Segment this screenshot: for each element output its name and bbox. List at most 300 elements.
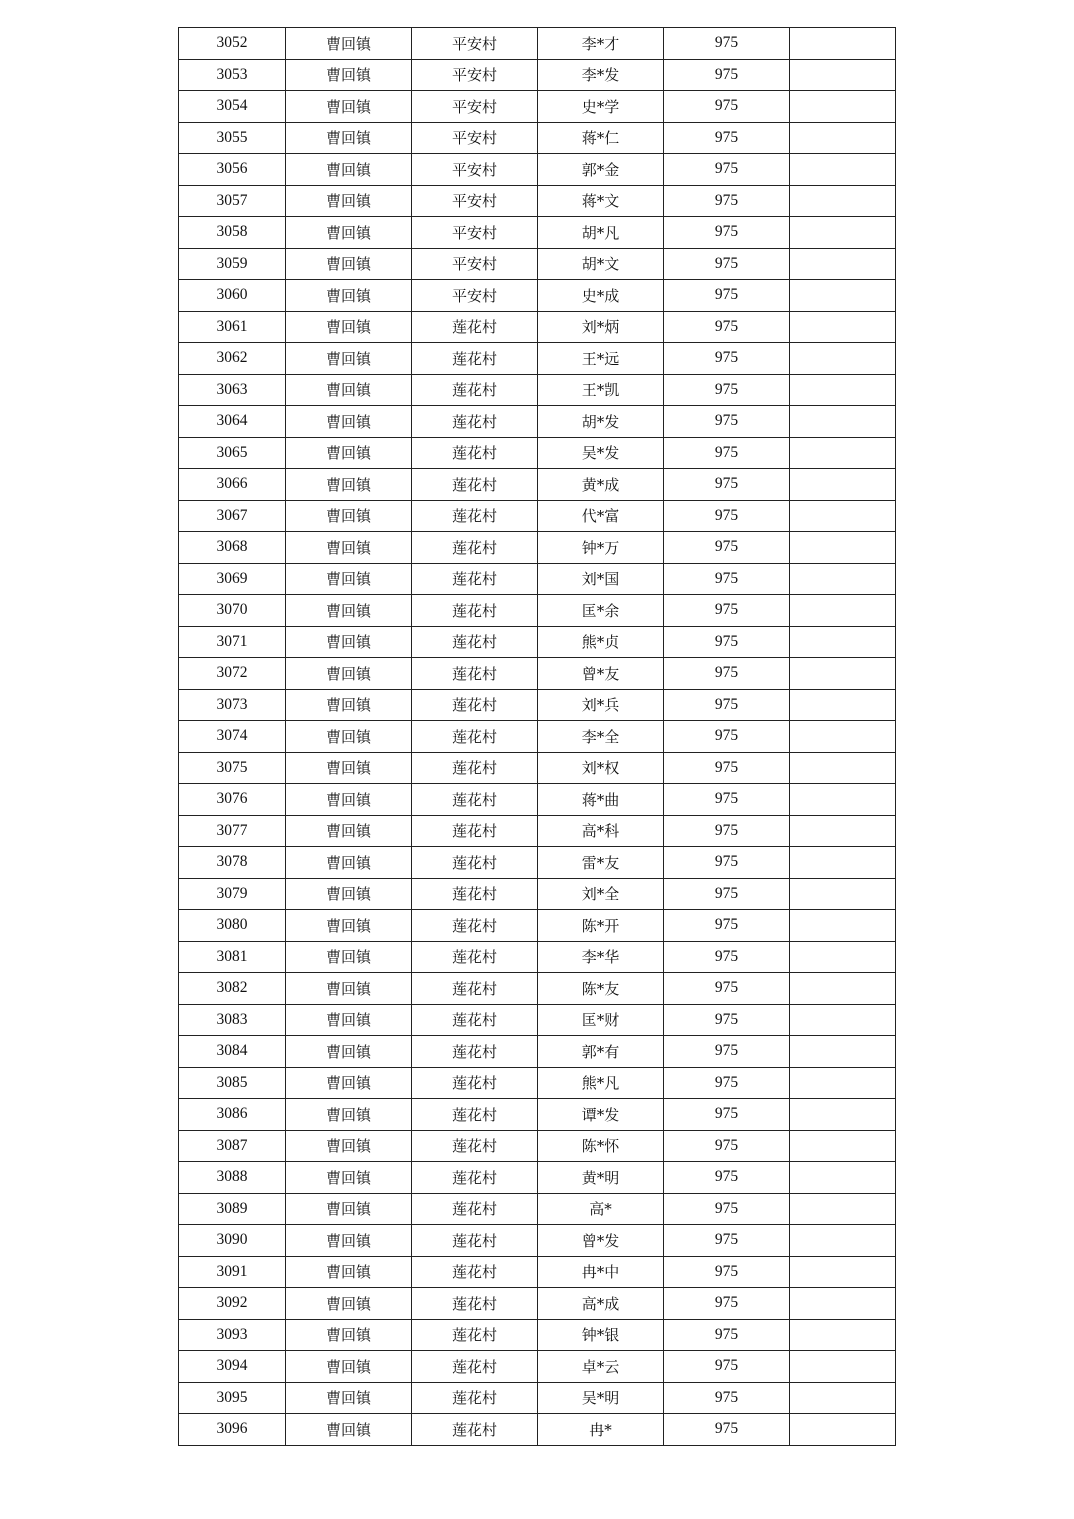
cell-serial-number: 3065 bbox=[179, 437, 286, 469]
cell-town: 曹回镇 bbox=[286, 1067, 412, 1099]
cell-town: 曹回镇 bbox=[286, 941, 412, 973]
cell-person-name: 雷*友 bbox=[538, 847, 664, 879]
cell-person-name: 陈*友 bbox=[538, 973, 664, 1005]
cell-village: 莲花村 bbox=[412, 1130, 538, 1162]
table-row bbox=[179, 374, 896, 406]
table-row bbox=[179, 154, 896, 186]
table-row bbox=[179, 1319, 896, 1351]
cell-village: 莲花村 bbox=[412, 595, 538, 627]
cell-amount: 975 bbox=[664, 941, 790, 973]
cell-town: 曹回镇 bbox=[286, 1256, 412, 1288]
cell-village: 莲花村 bbox=[412, 1256, 538, 1288]
table-row bbox=[179, 1130, 896, 1162]
table-row bbox=[179, 1256, 896, 1288]
cell-amount: 975 bbox=[664, 563, 790, 595]
cell-serial-number: 3071 bbox=[179, 626, 286, 658]
cell-village: 莲花村 bbox=[412, 563, 538, 595]
cell-village: 莲花村 bbox=[412, 1351, 538, 1383]
cell-town: 曹回镇 bbox=[286, 689, 412, 721]
table-row bbox=[179, 280, 896, 312]
cell-village: 莲花村 bbox=[412, 658, 538, 690]
cell-town: 曹回镇 bbox=[286, 1225, 412, 1257]
table-row bbox=[179, 217, 896, 249]
cell-town: 曹回镇 bbox=[286, 343, 412, 375]
cell-person-name: 冉* bbox=[538, 1414, 664, 1446]
cell-amount: 975 bbox=[664, 437, 790, 469]
cell-town: 曹回镇 bbox=[286, 91, 412, 123]
table-row bbox=[179, 122, 896, 154]
cell-town: 曹回镇 bbox=[286, 500, 412, 532]
cell-amount: 975 bbox=[664, 752, 790, 784]
cell-town: 曹回镇 bbox=[286, 154, 412, 186]
cell-village: 莲花村 bbox=[412, 815, 538, 847]
cell-village: 平安村 bbox=[412, 248, 538, 280]
cell-amount: 975 bbox=[664, 185, 790, 217]
cell-town: 曹回镇 bbox=[286, 406, 412, 438]
cell-person-name: 匡*余 bbox=[538, 595, 664, 627]
cell-amount: 975 bbox=[664, 248, 790, 280]
cell-note bbox=[790, 1288, 896, 1320]
cell-village: 莲花村 bbox=[412, 1225, 538, 1257]
cell-amount: 975 bbox=[664, 280, 790, 312]
cell-note bbox=[790, 689, 896, 721]
cell-town: 曹回镇 bbox=[286, 847, 412, 879]
cell-person-name: 谭*发 bbox=[538, 1099, 664, 1131]
cell-note bbox=[790, 532, 896, 564]
cell-amount: 975 bbox=[664, 815, 790, 847]
cell-person-name: 刘*权 bbox=[538, 752, 664, 784]
cell-village: 莲花村 bbox=[412, 1162, 538, 1194]
cell-town: 曹回镇 bbox=[286, 469, 412, 501]
cell-person-name: 黄*成 bbox=[538, 469, 664, 501]
cell-note bbox=[790, 1193, 896, 1225]
cell-village: 莲花村 bbox=[412, 941, 538, 973]
table-body bbox=[179, 28, 896, 1446]
cell-village: 莲花村 bbox=[412, 469, 538, 501]
cell-serial-number: 3087 bbox=[179, 1130, 286, 1162]
table-row bbox=[179, 532, 896, 564]
cell-town: 曹回镇 bbox=[286, 248, 412, 280]
cell-serial-number: 3068 bbox=[179, 532, 286, 564]
cell-village: 平安村 bbox=[412, 91, 538, 123]
cell-village: 平安村 bbox=[412, 59, 538, 91]
cell-town: 曹回镇 bbox=[286, 59, 412, 91]
cell-serial-number: 3058 bbox=[179, 217, 286, 249]
cell-person-name: 匡*财 bbox=[538, 1004, 664, 1036]
cell-person-name: 吴*明 bbox=[538, 1382, 664, 1414]
cell-note bbox=[790, 847, 896, 879]
cell-person-name: 史*学 bbox=[538, 91, 664, 123]
cell-person-name: 曾*发 bbox=[538, 1225, 664, 1257]
cell-serial-number: 3083 bbox=[179, 1004, 286, 1036]
cell-person-name: 蒋*仁 bbox=[538, 122, 664, 154]
table-row bbox=[179, 1004, 896, 1036]
cell-note bbox=[790, 752, 896, 784]
cell-amount: 975 bbox=[664, 500, 790, 532]
cell-serial-number: 3080 bbox=[179, 910, 286, 942]
cell-amount: 975 bbox=[664, 1382, 790, 1414]
cell-village: 莲花村 bbox=[412, 1382, 538, 1414]
cell-village: 莲花村 bbox=[412, 910, 538, 942]
cell-note bbox=[790, 500, 896, 532]
cell-person-name: 熊*凡 bbox=[538, 1067, 664, 1099]
cell-town: 曹回镇 bbox=[286, 1319, 412, 1351]
cell-amount: 975 bbox=[664, 469, 790, 501]
cell-amount: 975 bbox=[664, 1225, 790, 1257]
table-row bbox=[179, 91, 896, 123]
cell-note bbox=[790, 469, 896, 501]
cell-village: 莲花村 bbox=[412, 311, 538, 343]
cell-person-name: 蒋*曲 bbox=[538, 784, 664, 816]
cell-village: 平安村 bbox=[412, 185, 538, 217]
subsidy-roster-table bbox=[178, 27, 896, 1446]
cell-amount: 975 bbox=[664, 1319, 790, 1351]
cell-serial-number: 3093 bbox=[179, 1319, 286, 1351]
cell-town: 曹回镇 bbox=[286, 752, 412, 784]
table-row bbox=[179, 973, 896, 1005]
cell-village: 莲花村 bbox=[412, 1004, 538, 1036]
table-row bbox=[179, 1351, 896, 1383]
table-row bbox=[179, 1099, 896, 1131]
table-row bbox=[179, 626, 896, 658]
cell-person-name: 高* bbox=[538, 1193, 664, 1225]
cell-amount: 975 bbox=[664, 1162, 790, 1194]
cell-person-name: 陈*怀 bbox=[538, 1130, 664, 1162]
cell-note bbox=[790, 626, 896, 658]
cell-note bbox=[790, 721, 896, 753]
cell-town: 曹回镇 bbox=[286, 1099, 412, 1131]
table-row bbox=[179, 1193, 896, 1225]
cell-town: 曹回镇 bbox=[286, 280, 412, 312]
cell-serial-number: 3067 bbox=[179, 500, 286, 532]
cell-person-name: 蒋*文 bbox=[538, 185, 664, 217]
cell-person-name: 胡*发 bbox=[538, 406, 664, 438]
cell-note bbox=[790, 1099, 896, 1131]
cell-village: 莲花村 bbox=[412, 406, 538, 438]
cell-village: 莲花村 bbox=[412, 500, 538, 532]
table-row bbox=[179, 1067, 896, 1099]
table-row bbox=[179, 721, 896, 753]
cell-note bbox=[790, 815, 896, 847]
cell-person-name: 钟*银 bbox=[538, 1319, 664, 1351]
cell-serial-number: 3057 bbox=[179, 185, 286, 217]
cell-town: 曹回镇 bbox=[286, 437, 412, 469]
cell-town: 曹回镇 bbox=[286, 973, 412, 1005]
cell-person-name: 钟*万 bbox=[538, 532, 664, 564]
cell-serial-number: 3054 bbox=[179, 91, 286, 123]
cell-note bbox=[790, 1256, 896, 1288]
cell-note bbox=[790, 784, 896, 816]
cell-person-name: 吴*发 bbox=[538, 437, 664, 469]
cell-village: 莲花村 bbox=[412, 752, 538, 784]
cell-amount: 975 bbox=[664, 721, 790, 753]
cell-note bbox=[790, 1382, 896, 1414]
table-row bbox=[179, 1414, 896, 1446]
cell-town: 曹回镇 bbox=[286, 1351, 412, 1383]
cell-amount: 975 bbox=[664, 1130, 790, 1162]
cell-village: 莲花村 bbox=[412, 973, 538, 1005]
cell-town: 曹回镇 bbox=[286, 1414, 412, 1446]
cell-note bbox=[790, 217, 896, 249]
cell-person-name: 卓*云 bbox=[538, 1351, 664, 1383]
table-row bbox=[179, 1162, 896, 1194]
cell-amount: 975 bbox=[664, 311, 790, 343]
table-row bbox=[179, 437, 896, 469]
cell-town: 曹回镇 bbox=[286, 595, 412, 627]
table-row bbox=[179, 406, 896, 438]
cell-note bbox=[790, 1036, 896, 1068]
cell-village: 平安村 bbox=[412, 122, 538, 154]
cell-town: 曹回镇 bbox=[286, 784, 412, 816]
cell-serial-number: 3096 bbox=[179, 1414, 286, 1446]
cell-note bbox=[790, 28, 896, 60]
cell-note bbox=[790, 1351, 896, 1383]
cell-person-name: 王*凯 bbox=[538, 374, 664, 406]
cell-serial-number: 3073 bbox=[179, 689, 286, 721]
table-row bbox=[179, 878, 896, 910]
cell-amount: 975 bbox=[664, 595, 790, 627]
cell-town: 曹回镇 bbox=[286, 1130, 412, 1162]
cell-note bbox=[790, 878, 896, 910]
cell-serial-number: 3061 bbox=[179, 311, 286, 343]
cell-note bbox=[790, 1130, 896, 1162]
cell-serial-number: 3085 bbox=[179, 1067, 286, 1099]
cell-person-name: 高*成 bbox=[538, 1288, 664, 1320]
table-row bbox=[179, 658, 896, 690]
cell-village: 莲花村 bbox=[412, 626, 538, 658]
cell-amount: 975 bbox=[664, 973, 790, 1005]
cell-note bbox=[790, 1225, 896, 1257]
cell-amount: 975 bbox=[664, 1193, 790, 1225]
cell-note bbox=[790, 59, 896, 91]
table-row bbox=[179, 500, 896, 532]
cell-village: 莲花村 bbox=[412, 437, 538, 469]
cell-amount: 975 bbox=[664, 122, 790, 154]
table-row bbox=[179, 343, 896, 375]
cell-amount: 975 bbox=[664, 1067, 790, 1099]
cell-amount: 975 bbox=[664, 847, 790, 879]
cell-person-name: 郭*有 bbox=[538, 1036, 664, 1068]
cell-amount: 975 bbox=[664, 343, 790, 375]
table-row bbox=[179, 910, 896, 942]
cell-note bbox=[790, 1067, 896, 1099]
cell-amount: 975 bbox=[664, 689, 790, 721]
cell-serial-number: 3072 bbox=[179, 658, 286, 690]
cell-town: 曹回镇 bbox=[286, 217, 412, 249]
cell-village: 莲花村 bbox=[412, 721, 538, 753]
cell-person-name: 胡*凡 bbox=[538, 217, 664, 249]
cell-note bbox=[790, 406, 896, 438]
cell-serial-number: 3075 bbox=[179, 752, 286, 784]
cell-amount: 975 bbox=[664, 1256, 790, 1288]
cell-town: 曹回镇 bbox=[286, 185, 412, 217]
cell-village: 莲花村 bbox=[412, 1288, 538, 1320]
cell-serial-number: 3059 bbox=[179, 248, 286, 280]
cell-amount: 975 bbox=[664, 154, 790, 186]
cell-town: 曹回镇 bbox=[286, 532, 412, 564]
table-row bbox=[179, 1288, 896, 1320]
cell-note bbox=[790, 941, 896, 973]
cell-town: 曹回镇 bbox=[286, 28, 412, 60]
table-row bbox=[179, 1382, 896, 1414]
cell-town: 曹回镇 bbox=[286, 1004, 412, 1036]
cell-village: 莲花村 bbox=[412, 1319, 538, 1351]
cell-village: 莲花村 bbox=[412, 1067, 538, 1099]
cell-town: 曹回镇 bbox=[286, 563, 412, 595]
cell-serial-number: 3060 bbox=[179, 280, 286, 312]
cell-note bbox=[790, 595, 896, 627]
cell-note bbox=[790, 437, 896, 469]
cell-amount: 975 bbox=[664, 374, 790, 406]
cell-note bbox=[790, 1162, 896, 1194]
cell-note bbox=[790, 973, 896, 1005]
cell-village: 莲花村 bbox=[412, 1193, 538, 1225]
cell-town: 曹回镇 bbox=[286, 815, 412, 847]
cell-person-name: 黄*明 bbox=[538, 1162, 664, 1194]
cell-serial-number: 3090 bbox=[179, 1225, 286, 1257]
cell-amount: 975 bbox=[664, 910, 790, 942]
cell-person-name: 高*科 bbox=[538, 815, 664, 847]
cell-serial-number: 3064 bbox=[179, 406, 286, 438]
cell-serial-number: 3066 bbox=[179, 469, 286, 501]
cell-amount: 975 bbox=[664, 1099, 790, 1131]
cell-village: 莲花村 bbox=[412, 1099, 538, 1131]
cell-note bbox=[790, 1414, 896, 1446]
cell-village: 平安村 bbox=[412, 28, 538, 60]
cell-town: 曹回镇 bbox=[286, 721, 412, 753]
cell-serial-number: 3055 bbox=[179, 122, 286, 154]
table-row bbox=[179, 311, 896, 343]
cell-serial-number: 3053 bbox=[179, 59, 286, 91]
cell-village: 莲花村 bbox=[412, 1036, 538, 1068]
table-row bbox=[179, 815, 896, 847]
cell-amount: 975 bbox=[664, 1288, 790, 1320]
cell-serial-number: 3052 bbox=[179, 28, 286, 60]
cell-town: 曹回镇 bbox=[286, 1288, 412, 1320]
cell-amount: 975 bbox=[664, 532, 790, 564]
cell-serial-number: 3079 bbox=[179, 878, 286, 910]
cell-person-name: 刘*国 bbox=[538, 563, 664, 595]
cell-serial-number: 3062 bbox=[179, 343, 286, 375]
table-row bbox=[179, 1225, 896, 1257]
cell-village: 平安村 bbox=[412, 280, 538, 312]
cell-village: 莲花村 bbox=[412, 878, 538, 910]
cell-note bbox=[790, 311, 896, 343]
cell-town: 曹回镇 bbox=[286, 658, 412, 690]
cell-serial-number: 3074 bbox=[179, 721, 286, 753]
cell-person-name: 郭*金 bbox=[538, 154, 664, 186]
cell-person-name: 代*富 bbox=[538, 500, 664, 532]
cell-person-name: 刘*炳 bbox=[538, 311, 664, 343]
table-row bbox=[179, 248, 896, 280]
cell-amount: 975 bbox=[664, 1414, 790, 1446]
cell-village: 平安村 bbox=[412, 154, 538, 186]
cell-town: 曹回镇 bbox=[286, 878, 412, 910]
cell-person-name: 陈*开 bbox=[538, 910, 664, 942]
table-row bbox=[179, 59, 896, 91]
cell-person-name: 史*成 bbox=[538, 280, 664, 312]
cell-town: 曹回镇 bbox=[286, 1162, 412, 1194]
cell-amount: 975 bbox=[664, 406, 790, 438]
cell-person-name: 曾*友 bbox=[538, 658, 664, 690]
table-row bbox=[179, 185, 896, 217]
cell-note bbox=[790, 910, 896, 942]
cell-serial-number: 3086 bbox=[179, 1099, 286, 1131]
table-row bbox=[179, 469, 896, 501]
cell-note bbox=[790, 1319, 896, 1351]
cell-serial-number: 3095 bbox=[179, 1382, 286, 1414]
cell-note bbox=[790, 122, 896, 154]
cell-village: 莲花村 bbox=[412, 374, 538, 406]
cell-person-name: 李*华 bbox=[538, 941, 664, 973]
cell-village: 平安村 bbox=[412, 217, 538, 249]
table-row bbox=[179, 1036, 896, 1068]
cell-serial-number: 3082 bbox=[179, 973, 286, 1005]
cell-serial-number: 3088 bbox=[179, 1162, 286, 1194]
cell-village: 莲花村 bbox=[412, 784, 538, 816]
cell-serial-number: 3069 bbox=[179, 563, 286, 595]
cell-amount: 975 bbox=[664, 658, 790, 690]
cell-amount: 975 bbox=[664, 878, 790, 910]
cell-amount: 975 bbox=[664, 784, 790, 816]
cell-note bbox=[790, 280, 896, 312]
cell-serial-number: 3076 bbox=[179, 784, 286, 816]
table-row bbox=[179, 941, 896, 973]
cell-note bbox=[790, 248, 896, 280]
cell-village: 莲花村 bbox=[412, 847, 538, 879]
cell-town: 曹回镇 bbox=[286, 1193, 412, 1225]
cell-note bbox=[790, 563, 896, 595]
cell-person-name: 熊*贞 bbox=[538, 626, 664, 658]
cell-amount: 975 bbox=[664, 1036, 790, 1068]
cell-note bbox=[790, 658, 896, 690]
cell-amount: 975 bbox=[664, 28, 790, 60]
cell-serial-number: 3056 bbox=[179, 154, 286, 186]
cell-note bbox=[790, 343, 896, 375]
cell-person-name: 刘*全 bbox=[538, 878, 664, 910]
cell-serial-number: 3063 bbox=[179, 374, 286, 406]
cell-person-name: 李*才 bbox=[538, 28, 664, 60]
cell-person-name: 王*远 bbox=[538, 343, 664, 375]
cell-town: 曹回镇 bbox=[286, 374, 412, 406]
table-row bbox=[179, 752, 896, 784]
cell-village: 莲花村 bbox=[412, 343, 538, 375]
cell-note bbox=[790, 91, 896, 123]
cell-note bbox=[790, 1004, 896, 1036]
cell-note bbox=[790, 374, 896, 406]
cell-town: 曹回镇 bbox=[286, 122, 412, 154]
table-row bbox=[179, 28, 896, 60]
cell-town: 曹回镇 bbox=[286, 311, 412, 343]
cell-amount: 975 bbox=[664, 91, 790, 123]
cell-note bbox=[790, 185, 896, 217]
table-row bbox=[179, 847, 896, 879]
cell-town: 曹回镇 bbox=[286, 1036, 412, 1068]
cell-note bbox=[790, 154, 896, 186]
cell-village: 莲花村 bbox=[412, 689, 538, 721]
table-row bbox=[179, 689, 896, 721]
cell-serial-number: 3078 bbox=[179, 847, 286, 879]
table-row bbox=[179, 563, 896, 595]
cell-serial-number: 3081 bbox=[179, 941, 286, 973]
cell-person-name: 冉*中 bbox=[538, 1256, 664, 1288]
cell-person-name: 李*发 bbox=[538, 59, 664, 91]
table-row bbox=[179, 784, 896, 816]
cell-serial-number: 3084 bbox=[179, 1036, 286, 1068]
cell-serial-number: 3092 bbox=[179, 1288, 286, 1320]
cell-serial-number: 3070 bbox=[179, 595, 286, 627]
cell-person-name: 胡*文 bbox=[538, 248, 664, 280]
